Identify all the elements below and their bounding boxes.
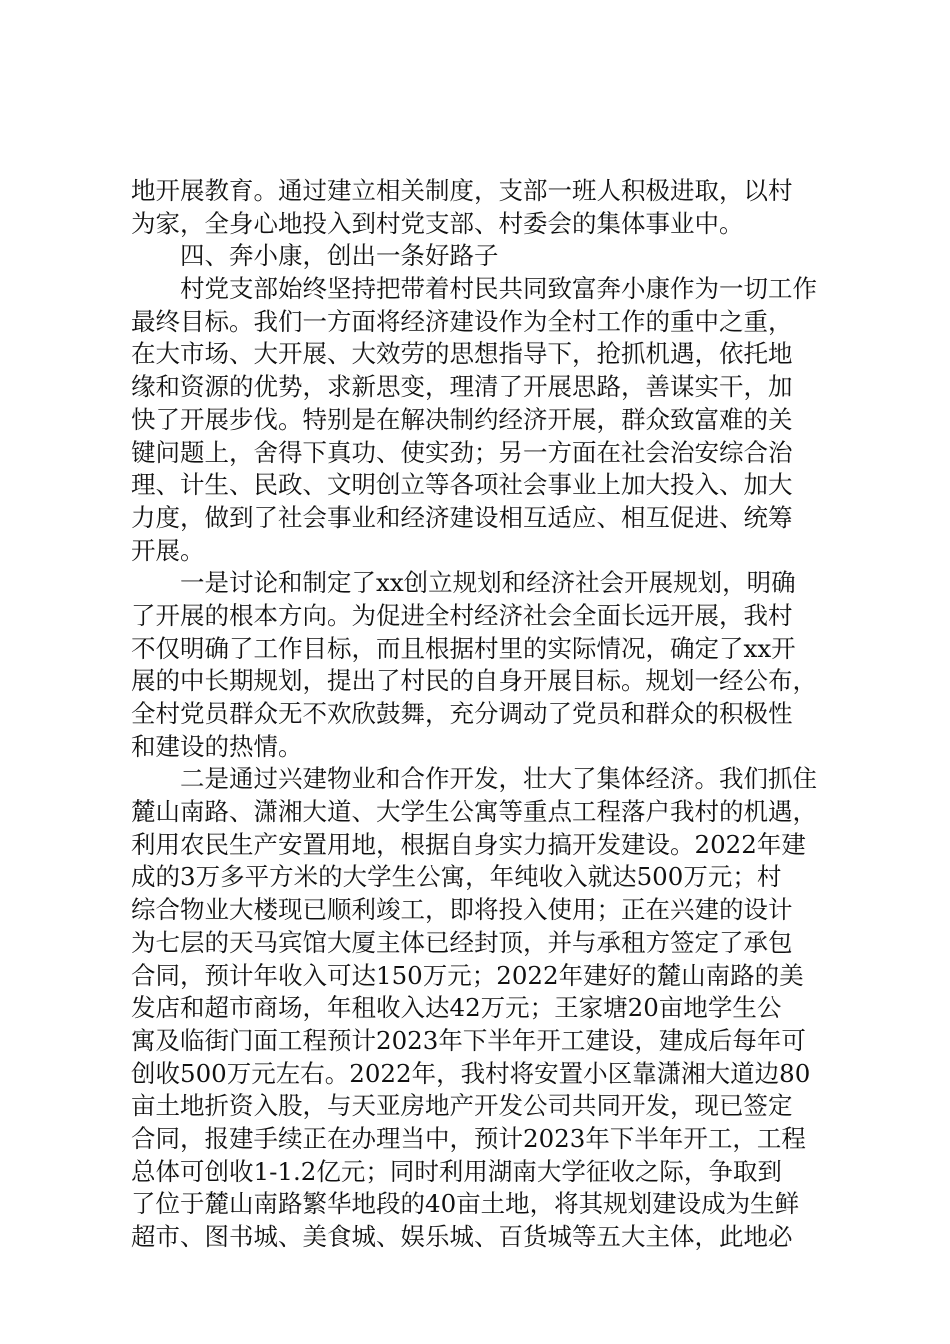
text-line: 和建设的热情。 [131,731,303,761]
text-line: 一是讨论和制定了xx创立规划和经济社会开展规划，明确 [180,568,796,598]
text-line: 为家，全身心地投入到村党支部、村委会的集体事业中。 [131,208,744,238]
section-heading: 四、奔小康，创出一条好路子 [180,241,499,271]
text-line: 发店和超市商场，年租收入达42万元；王家塘20亩地学生公 [131,993,782,1023]
text-line: 麓山南路、潇湘大道、大学生公寓等重点工程落户我村的机遇， [131,797,817,827]
text-line: 合同，报建手续正在办理当中，预计2023年下半年开工，工程 [131,1123,806,1153]
text-line: 成的3万多平方米的大学生公寓，年纯收入就达500万元；村 [131,862,782,892]
text-line: 了开展的根本方向。为促进全村经济社会全面长远开展，我村 [131,600,793,630]
text-line: 二是通过兴建物业和合作开发，壮大了集体经济。我们抓住 [180,764,817,794]
text-line: 展的中长期规划，提出了村民的自身开展目标。规划一经公布， [131,666,817,696]
text-line: 键问题上，舍得下真功、使实劲；另一方面在社会治安综合治 [131,437,793,467]
text-line: 利用农民生产安置用地，根据自身实力搞开发建设。2022年建 [131,829,806,859]
text-line: 力度，做到了社会事业和经济建设相互适应、相互促进、统筹 [131,502,793,532]
text-line: 全村党员群众无不欢欣鼓舞，充分调动了党员和群众的积极性 [131,699,793,728]
text-line: 地开展教育。通过建立相关制度，支部一班人积极进取，以村 [131,176,793,205]
text-line: 总体可创收1-1.2亿元；同时利用湖南大学征收之际，争取到 [131,1156,782,1186]
text-line: 创收500万元左右。2022年，我村将安置小区靠潇湘大道边80 [131,1058,811,1088]
text-line: 理、计生、民政、文明创立等各项社会事业上加大投入、加大 [131,470,793,500]
text-line: 开展。 [131,535,205,565]
text-line: 不仅明确了工作目标，而且根据村里的实际情况，确定了xx开 [131,633,796,663]
text-line: 村党支部始终坚持把带着村民共同致富奔小康作为一切工作 [180,274,817,304]
text-line: 为七层的天马宾馆大厦主体已经封顶，并与承租方签定了承包 [131,927,793,957]
text-line: 亩土地折资入股，与天亚房地产开发公司共同开发，现已签定 [131,1091,793,1121]
text-line: 寓及临街门面工程预计2023年下半年开工建设，建成后每年可 [131,1025,806,1055]
text-line: 合同，预计年收入可达150万元；2022年建好的麓山南路的美 [131,960,804,990]
text-line: 综合物业大楼现已顺利竣工，即将投入使用；正在兴建的设计 [131,895,793,925]
text-line: 在大市场、大开展、大效劳的思想指导下，抢抓机遇，依托地 [131,339,793,369]
text-line: 缘和资源的优势，求新思变，理清了开展思路，善谋实干，加 [131,372,793,402]
document-body [131,175,831,1254]
text-line: 了位于麓山南路繁华地段的40亩土地，将其规划建设成为生鲜 [131,1189,800,1219]
text-line: 超市、图书城、美食城、娱乐城、百货城等五大主体，此地必 [131,1222,793,1251]
text-line: 快了开展步伐。特别是在解决制约经济开展，群众致富难的关 [131,404,793,434]
text-line: 最终目标。我们一方面将经济建设作为全村工作的重中之重， [131,306,793,336]
